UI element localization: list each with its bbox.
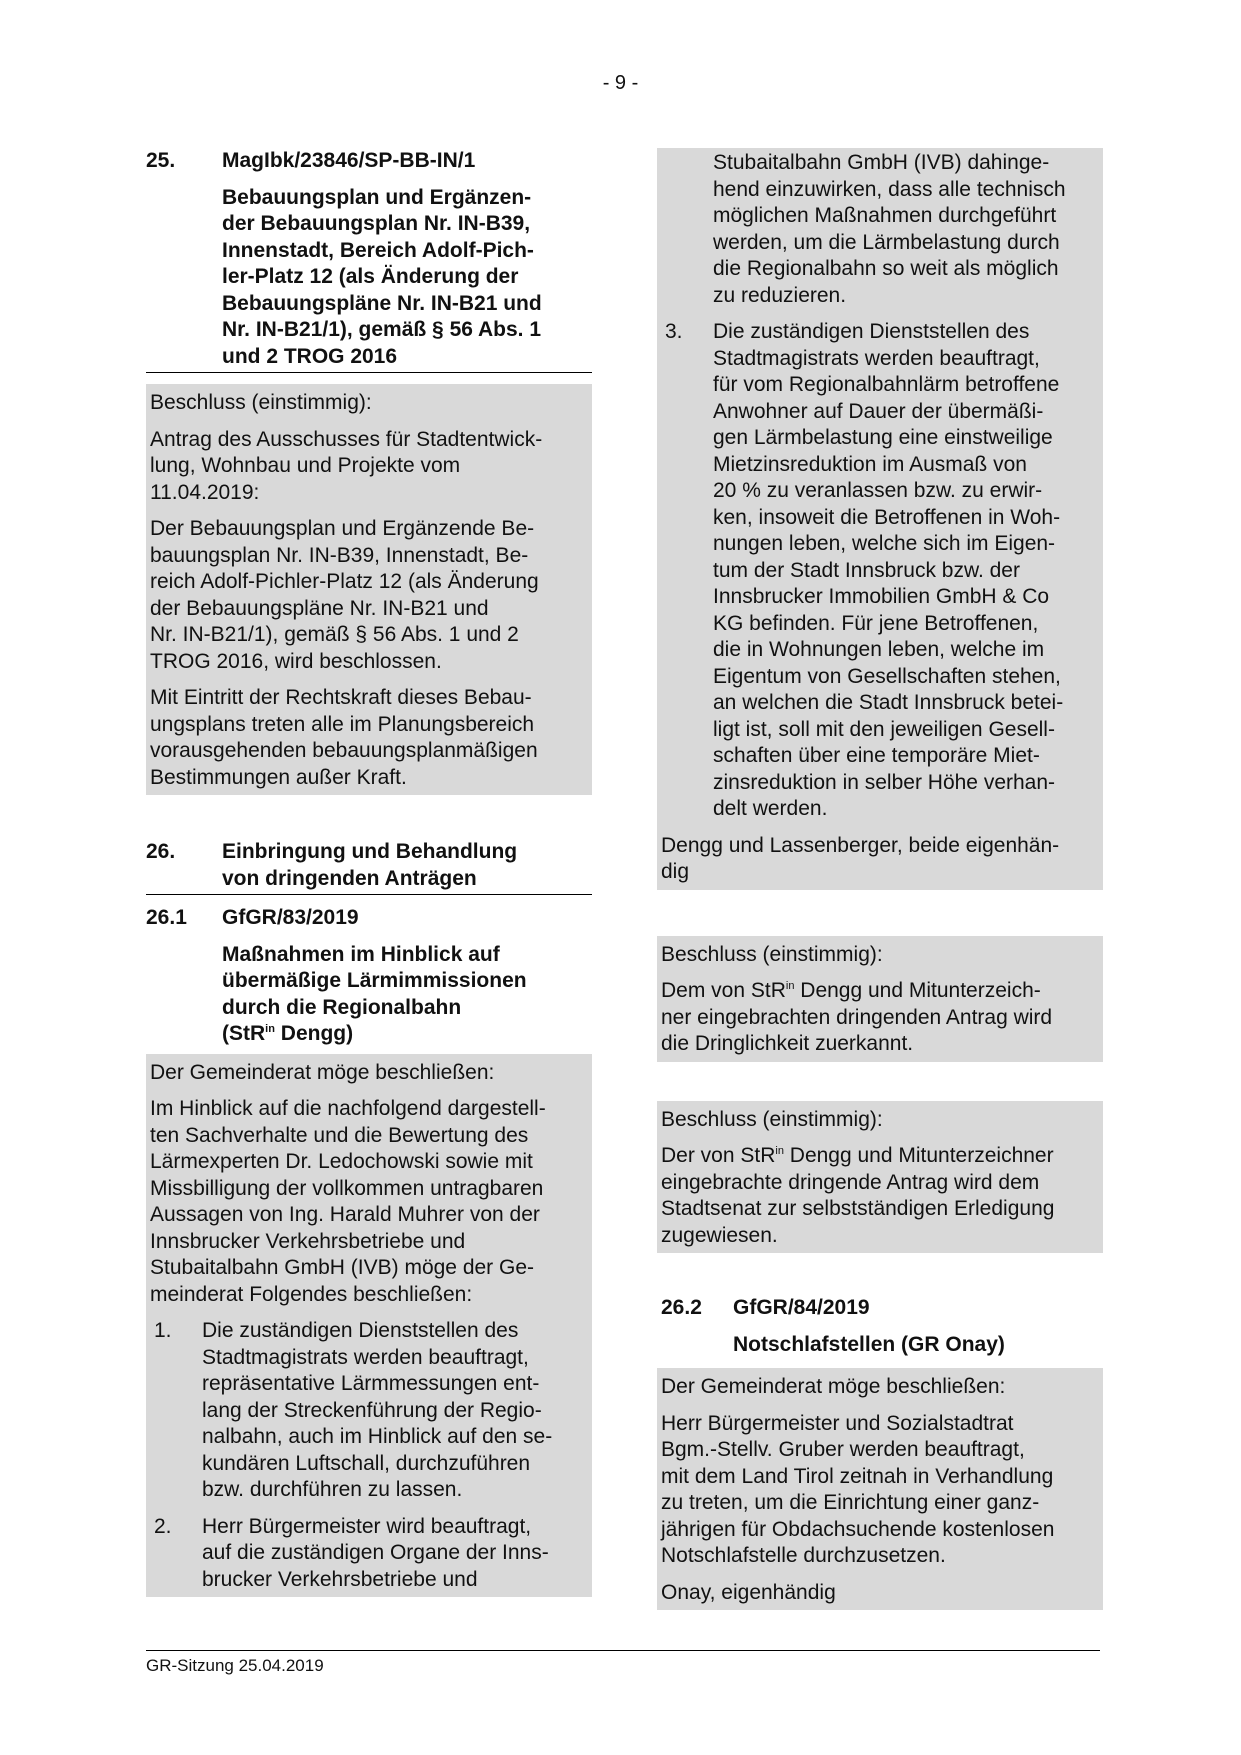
resolution-text: Der von StR$^{in}$ Dengg und Mitunterzeichner eingebrachte dringende Antrag wird dem Stadtsenat zur selbstständigen Erledigung zugewiesen. xyxy=(661,1144,1055,1247)
item-26-1-title: Maßnahmen im Hinblick auf übermäßige Lärmimmissionen durch die Regionalbahn (StR$^{in}$ Dengg) xyxy=(222,942,527,1045)
item-26-2-title: Notschlafstellen (GR Onay) xyxy=(733,1332,1005,1356)
resolution-label: Beschluss (einstimmig): xyxy=(661,1107,883,1131)
item-26-2-motion xyxy=(657,1368,1103,1610)
resolution-label: Beschluss (einstimmig): xyxy=(150,391,372,414)
item-25-title xyxy=(146,185,592,374)
footer-session-date: GR-Sitzung 25.04.2019 xyxy=(146,1656,324,1675)
signer: Onay, eigenhändig xyxy=(661,1580,836,1604)
resolution-text: Der Bebauungsplan und Ergänzende Be- bauungsplan Nr. IN-B39, Innenstadt, Be- reich Adolf-Pichler-Platz 12 (als Änderung der Bebauungspläne Nr. IN-B21 und Nr. IN-B21/1), gemäß § 56 Abs. 1 und 2 TROG 2016, wird beschlossen. xyxy=(150,517,539,673)
item-number: 25. xyxy=(146,149,176,172)
item-number: 26. xyxy=(146,840,176,863)
title-line: Innenstadt, Bereich Adolf-Pich- xyxy=(222,238,534,262)
page-number: - 9 - xyxy=(602,72,639,94)
motion-label: Der Gemeinderat möge beschließen: xyxy=(661,1375,1006,1398)
motion-point-1: 1. Die zuständigen Dienststellen des Stadtmagistrats werden beauftragt, repräsentative Lärmmessungen ent- lang der Streckenführung der Regio- nalbahn, auch im Hinblick auf den se- kundären Luftschall, durchzuführen bzw. durchführen zu lassen. xyxy=(154,1319,553,1501)
item-26-2-heading xyxy=(657,1295,1103,1322)
left-column xyxy=(146,148,592,1597)
item-26-1-motion xyxy=(146,1054,592,1598)
item-title: Einbringung und Behandlung von dringenden Anträgen xyxy=(222,840,518,890)
resolution-text: Dem von StR$^{in}$ Dengg und Mitunterzeich- ner eingebrachten dringenden Antrag wird die Dringlichkeit zuerkannt. xyxy=(661,979,1053,1055)
motion-point-2: 2. Herr Bürgermeister wird beauftragt, auf die zuständigen Organe der Inns- brucker Verkehrsbetriebe und xyxy=(154,1514,549,1591)
item-number: 26.2 xyxy=(661,1296,702,1319)
resolution-effect: Mit Eintritt der Rechtskraft dieses Bebau- ungsplans treten alle im Planungsbereich vorausgehenden bebauungsplanmäßigen Bestimmungen außer Kraft. xyxy=(150,686,538,789)
title-line: Bebauungsplan und Ergänzen- xyxy=(222,185,532,209)
title-line: Bebauungspläne Nr. IN-B21 und xyxy=(222,291,542,315)
item-26-1-motion-continued xyxy=(657,148,1103,890)
title-line: Nr. IN-B21/1), gemäß § 56 Abs. 1 xyxy=(222,318,542,341)
footer xyxy=(146,1650,1100,1676)
motion-point-2-continued: Stubaitalbahn GmbH (IVB) dahinge- hend einzuwirken, dass alle technisch möglichen Maßnahmen durchgeführt werden, um die Lärmbelastung durch die Regionalbahn so weit als möglich zu reduzieren. xyxy=(713,151,1066,307)
item-reference: GfGR/83/2019 xyxy=(222,906,359,929)
motion-intro: Im Hinblick auf die nachfolgend dargestell- ten Sachverhalte und die Bewertung des Lärmexperten Dr. Ledochowski sowie mit Missbilligung der vollkommen untragbaren Aussagen von Ing. Harald Muhrer von der Innsbrucker Verkehrsbetriebe und Stubaitalbahn GmbH (IVB) möge der Ge- meinderat Folgendes beschließen: xyxy=(150,1097,546,1306)
item-reference: MagIbk/23846/SP-BB-IN/1 xyxy=(222,149,476,172)
motion-text: Herr Bürgermeister und Sozialstadtrat Bgm.-Stellv. Gruber werden beauftragt, mit dem Land Tirol zeitnah in Verhandlung zu treten, um die Einrichtung einer ganz- jährigen für Obdachsuchende kostenlosen Notschlafstelle durchzusetzen. xyxy=(661,1411,1055,1567)
title-line: der Bebauungsplan Nr. IN-B39, xyxy=(222,212,531,235)
title-line: und 2 TROG 2016 xyxy=(222,344,398,368)
resolution-label: Beschluss (einstimmig): xyxy=(661,942,883,966)
item-reference: GfGR/84/2019 xyxy=(733,1296,870,1319)
item-number: 26.1 xyxy=(146,906,187,929)
item-25-heading xyxy=(146,148,592,175)
signers: Dengg und Lassenberger, beide eigenhän- dig xyxy=(661,833,1060,883)
item-26-1-heading xyxy=(146,905,592,932)
motion-source: Antrag des Ausschusses für Stadtentwick- lung, Wohnbau und Projekte vom 11.04.2019: xyxy=(150,427,543,504)
right-column xyxy=(657,148,1103,1610)
motion-point-3: 3. Die zuständigen Dienststellen des Stadtmagistrats werden beauftragt, für vom Regionalbahnlärm betroffene Anwohner auf Dauer der übermäßi- gen Lärmbelastung eine einstweilige Mietzinsreduktion im Ausmaß von 20 % zu veranlassen bzw. zu erwir- ken, insoweit die Betroffenen in Woh- nungen leben, welche sich im Eigen- tum der Stadt Innsbruck bzw. der Innsbrucker Immobilien GmbH & Co KG befinden. Für jene Betroffenen, die in Wohnungen leben, welche im Eigentum von Gesellschaften stehen, an welchen die Stadt Innsbruck betei- ligt ist, soll mit den jeweiligen Gesell- schaften über eine temporäre Miet- zinsreduktion in selber Höhe verhan- delt werden. xyxy=(665,320,1064,820)
motion-label: Der Gemeinderat möge beschließen: xyxy=(150,1060,495,1084)
item-25-resolution xyxy=(146,384,592,795)
item-26-heading xyxy=(146,839,592,895)
urgency-resolution xyxy=(657,936,1103,1062)
title-line: ler-Platz 12 (als Änderung der xyxy=(222,265,519,288)
assignment-resolution xyxy=(657,1101,1103,1254)
